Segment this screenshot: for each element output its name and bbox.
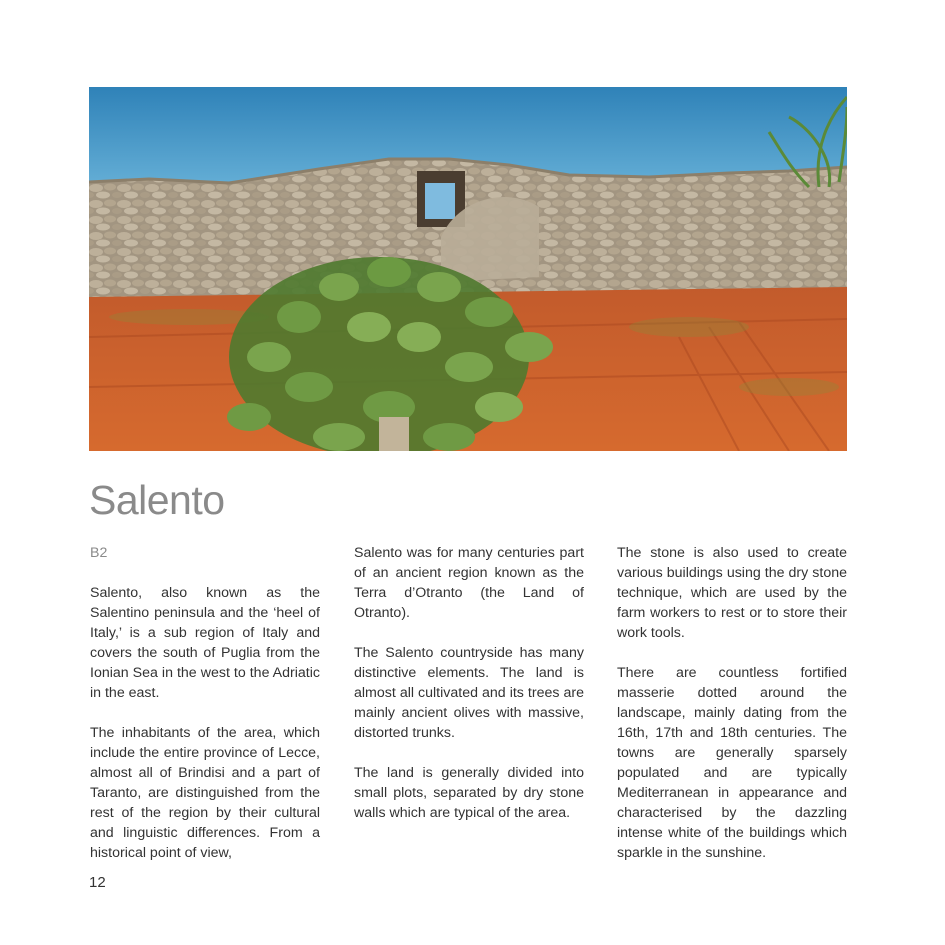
paragraph: The land is generally divided into small plots, separated by dry stone walls which are typical of the area. (354, 765, 584, 821)
paragraph: There are countless fortified masserie dotted around the landscape, mainly dating from the 16th, 17th and 18th centuries. The towns are generally sparsely populated and are typically Mediterranean in appearance and characterised by the dazzling intense white of the buildings which sparkle in the sunshine. (617, 665, 847, 861)
paragraph: Salento was for many centuries part of an ancient region known as the Terra d’Otranto (the Land of Otranto). (354, 545, 584, 621)
paragraph: The stone is also used to create various buildings using the dry stone technique, which are used by the farm workers to rest or to store their work tools. (617, 545, 847, 641)
text-column-1 (90, 543, 320, 883)
page-title: Salento (89, 477, 225, 523)
paragraph: Salento, also known as the Salentino peninsula and the ‘heel of Italy,’ is a sub region of Italy and covers the south of Puglia from the Ionian Sea in the west to the Adriatic in the east. (90, 585, 320, 701)
doorway-opening (425, 183, 455, 219)
paragraph: The Salento countryside has many distinctive elements. The land is almost all cultivated and its trees are mainly ancient olives with massive, distorted trunks. (354, 645, 584, 741)
text-column-3 (617, 543, 847, 883)
landscape-illustration (89, 87, 847, 451)
section-code: B2 (90, 545, 108, 561)
landscape-photo (89, 87, 847, 451)
paragraph: The inhabitants of the area, which include the entire province of Lecce, almost all of Brindisi and a part of Taranto, are distinguished from the rest of the region by their cultural and linguistic differences. From a historical point of view, (90, 725, 320, 861)
text-column-2 (354, 543, 584, 843)
page-number: 12 (89, 874, 106, 891)
